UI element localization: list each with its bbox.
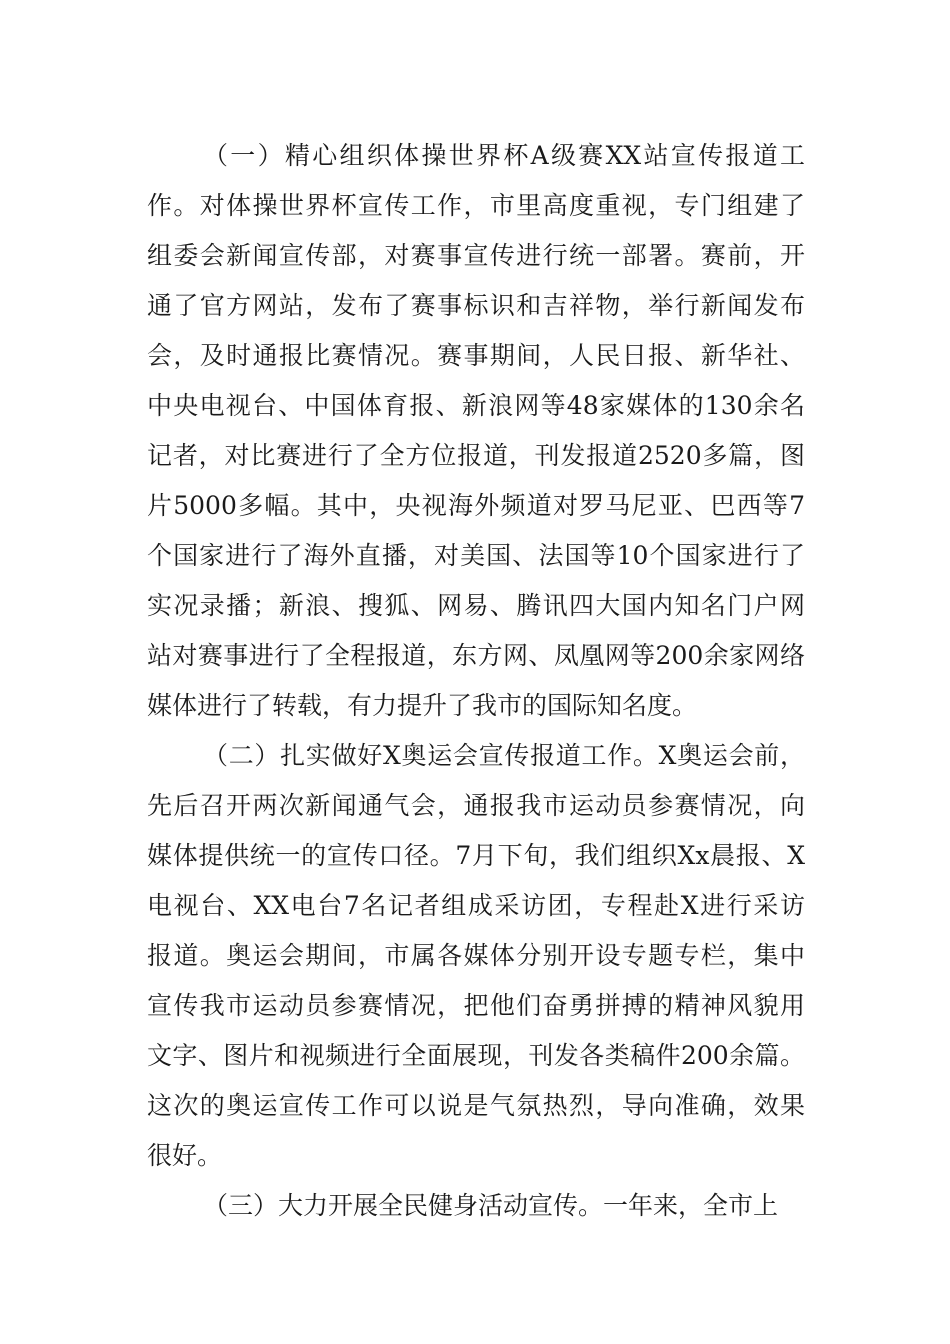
paragraph — [147, 1181, 805, 1231]
paragraph-line: （二）扎实做好X奥运会宣传报道工作。X奥运会前， — [203, 741, 805, 770]
paragraph-line: 电视台、XX电台7名记者组成采访团，专程赴X进行采访 — [147, 891, 805, 920]
paragraph-line: 片5000多幅。其中，央视海外频道对罗马尼亚、巴西等7 — [147, 491, 805, 520]
paragraph-line: 中央电视台、中国体育报、新浪网等48家媒体的130余名 — [147, 391, 805, 420]
paragraph-line: 个国家进行了海外直播，对美国、法国等10个国家进行了 — [147, 541, 805, 570]
paragraph-line: 宣传我市运动员参赛情况，把他们奋勇拼搏的精神风貌用 — [147, 991, 805, 1020]
paragraph-line: 很好。 — [147, 1141, 223, 1170]
paragraph-line: 会，及时通报比赛情况。赛事期间，人民日报、新华社、 — [147, 341, 805, 370]
document-body — [147, 131, 805, 1231]
paragraph-line: 先后召开两次新闻通气会，通报我市运动员参赛情况，向 — [147, 791, 805, 820]
paragraph-line: 通了官方网站，发布了赛事标识和吉祥物，举行新闻发布 — [147, 291, 805, 320]
paragraph-line: 作。对体操世界杯宣传工作，市里高度重视，专门组建了 — [147, 191, 805, 220]
paragraph-line: 站对赛事进行了全程报道，东方网、凤凰网等200余家网络 — [147, 641, 805, 670]
paragraph-line: 报道。奥运会期间，市属各媒体分别开设专题专栏，集中 — [147, 941, 805, 970]
paragraph-line: （三）大力开展全民健身活动宣传。一年来，全市上 — [203, 1191, 779, 1220]
paragraph-line: 文字、图片和视频进行全面展现，刊发各类稿件200余篇。 — [147, 1041, 805, 1070]
paragraph-line: 记者，对比赛进行了全方位报道，刊发报道2520多篇，图 — [147, 441, 805, 470]
paragraph-line: 组委会新闻宣传部，对赛事宣传进行统一部署。赛前，开 — [147, 241, 805, 270]
paragraph-line: 这次的奥运宣传工作可以说是气氛热烈，导向准确，效果 — [147, 1091, 805, 1120]
paragraph-line: 媒体提供统一的宣传口径。7月下旬，我们组织Xx晨报、X — [147, 841, 805, 870]
paragraph-line: （一）精心组织体操世界杯A级赛XX站宣传报道工 — [203, 141, 805, 170]
paragraph-line: 媒体进行了转载，有力提升了我市的国际知名度。 — [147, 691, 698, 720]
paragraph — [147, 731, 805, 1181]
paragraph-line: 实况录播；新浪、搜狐、网易、腾讯四大国内知名门户网 — [147, 591, 805, 620]
paragraph — [147, 131, 805, 731]
